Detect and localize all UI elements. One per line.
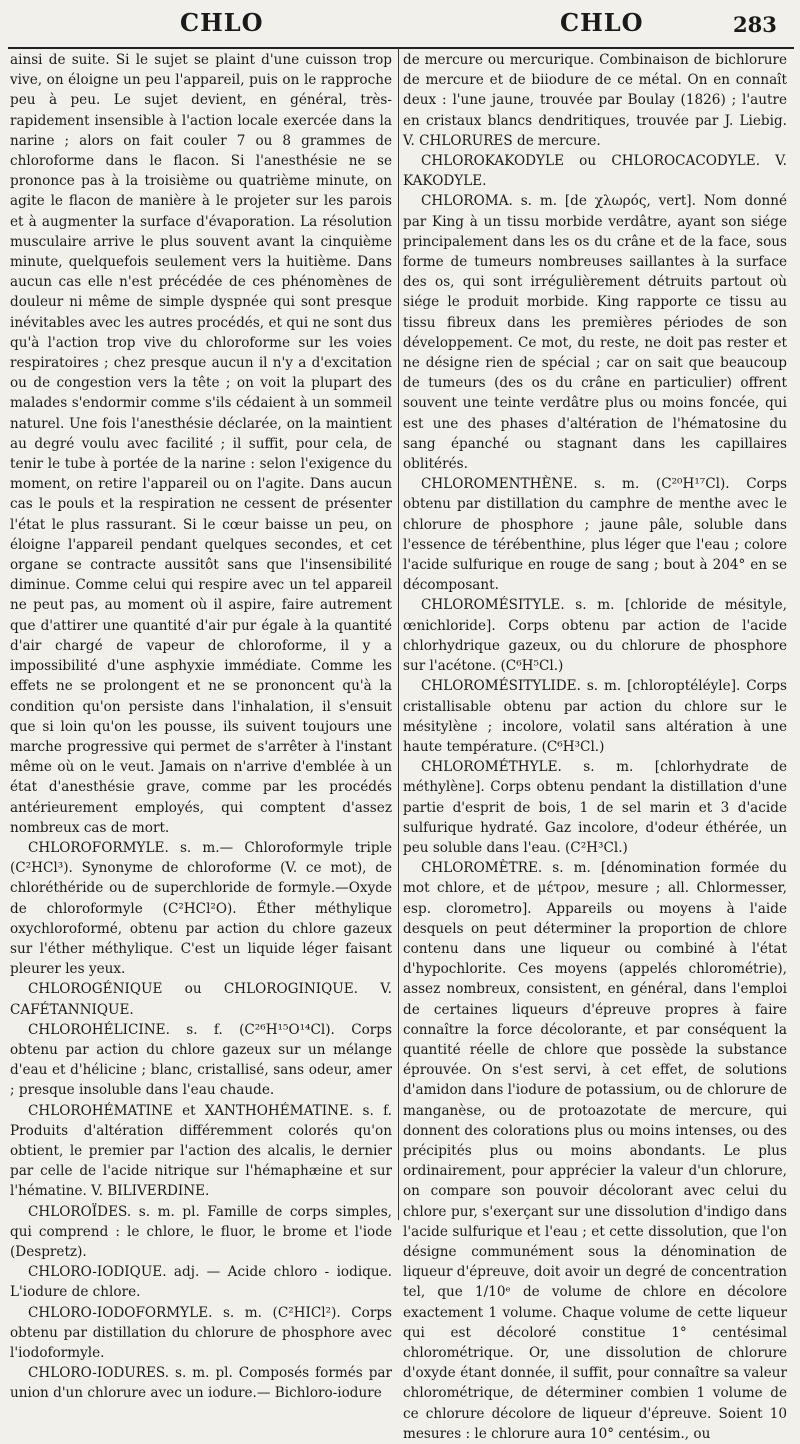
entry-chloromesityle: CHLOROMÉSITYLE. s. m. [chloride de mésityle, œnichloride]. Corps obtenu par action de l'acide chlorhydrique gazeux, ou du chlorure de phosphore sur l'acétone. (C⁶H⁵Cl.): [403, 597, 787, 675]
paragraph-continuation: ainsi de suite. Si le sujet se plaint d'une cuisson trop vive, on éloigne un peu l'appareil, puis on le rapproche peu à peu. Le sujet devient, en général, très-rapidement insensible à l'action locale exercée dans la narine ; alors on fait couler 7 ou 8 grammes de chloroforme dans le flacon. Si l'anesthésie ne se prononce pas à la troisième ou quatrième minute, on agite le flacon de manière à le projeter sur les parois et à augmenter la surface d'évaporation. La résolution musculaire arrive le plus souvent avant la cinquième minute, quelquefois seulement vers la huitième. Dans aucun cas elle n'est précédée de ces phénomènes de douleur ni même de simple dyspnée qui sont presque inévitables avec les autres procédés, et qui ne sont dus qu'à l'action trop vive du chloroforme sur les voies respiratoires ; chez presque aucun il n'y a d'excitation ou de congestion vers la tête ; on voit la plupart des malades s'endormir comme s'ils cédaient à un sommeil naturel. Une fois l'anesthésie déclarée, on la maintient au degré voulu avec facilité ; il suffit, pour cela, de tenir le tube à portée de la narine : selon l'exigence du moment, on retire l'appareil ou on l'agite. Dans aucun cas le pouls et la respiration ne cessent de présenter l'état le plus rassurant. Si le cœur baisse un peu, on éloigne l'appareil pendant quelques secondes, et cet organe se contracte aussitôt sans que l'insensibilité diminue. Comme celui qui respire avec un tel appareil ne peut pas, au moment où il aspire, faire autrement que d'attirer une quantité d'air pur égale à la quantité d'air chargé de vapeur de chloroforme, il y a impossibilité d'une asphyxie immédiate. Comme les effets ne se prolongent et ne se prononcent qu'à la condition qu'on persiste dans l'inhalation, il s'ensuit que si loin qu'on les pousse, ils suivent toujours une marche progressive qui permet de s'arrêter à l'instant même où on le veut. Jamais on n'arrive d'emblée à un état d'anesthésie grave, comme par les procédés antérieurement employés, qui comptent d'assez nombreux cas de mort.: [10, 52, 392, 836]
paragraph-continuation-right: de mercure ou mercurique. Combinaison de bichlorure de mercure et de biiodure de ce métal. On en connaît deux : l'une jaune, trouvée par Boulay (1826) ; l'autre en cristaux blancs dendritiques, trouvée par J. Liebig. V. CHLORURES de mercure.: [403, 52, 787, 149]
right-running-title: CHLO: [560, 8, 644, 37]
entry-chloromesitylide: CHLOROMÉSITYLIDE. s. m. [chloroptéléyle]. Corps cristallisable obtenu par action du chlore sur le mésitylène ; incolore, volatil sans altération à une haute température. (C⁶H³Cl.): [403, 678, 787, 755]
entry-chloroformyle: CHLOROFORMYLE. s. m.— Chloroformyle triple (C²HCl³). Synonyme de chloroforme (V. ce mot), de chloréthéride ou de superchloride de formyle.—Oxyde de chloroformyle (C²HCl²O). Éther méthylique oxychloroformé, obtenu par action du chlore gazeux sur l'éther méthylique. C'est un liquide léger faisant pleurer les yeux.: [10, 839, 392, 978]
page-number: 283: [733, 12, 777, 37]
entry-chloromenthene: CHLOROMENTHÈNE. s. m. (C²⁰H¹⁷Cl). Corps obtenu par distillation du camphre de menthe avec le chlorure de phosphore ; jaune pâle, soluble dans l'essence de térébenthine, plus léger que l'eau ; colore l'acide sulfurique en rouge de sang ; bout à 204° en se décomposant.: [403, 476, 787, 594]
header-rule: [8, 47, 794, 49]
entry-chlorohematine: CHLOROHÉMATINE et XANTHOHÉMATINE. s. f. Produits d'altération différemment colorés qu'on obtient, le premier par l'action des alcalis, le dernier par celle de l'acide nitrique sur l'hémaphæine et sur l'hématine. V. BILIVERDINE.: [10, 1102, 392, 1200]
entry-chloromethyle: CHLOROMÉTHYLE. s. m. [chlorhydrate de méthylène]. Corps obtenu pendant la distillation d'une partie d'esprit de bois, 1 de sel marin et 3 d'acide sulfurique hydraté. Gaz incolore, d'odeur éthérée, un peu soluble dans l'eau. (C²H³Cl.): [403, 759, 787, 856]
entry-chlorohelicine: CHLOROHÉLICINE. s. f. (C²⁶H¹⁵O¹⁴Cl). Corps obtenu par action du chlore gazeux sur un mélange d'eau et d'hélicine ; blanc, cristallisé, sans odeur, amer ; presque insoluble dans l'eau chaude.: [10, 1021, 392, 1099]
column-divider: [398, 48, 399, 1220]
entry-chloroma: CHLOROMA. s. m. [de χλωρός, vert]. Nom donné par King à un tissu morbide verdâtre, ayant son siége principalement dans les os du crâne et de la face, sous forme de tumeurs nombreuses saillantes à la surface des os, qui sont irrégulièrement détruits partout où siége le produit morbide. King rapporte ce tissu au tissu fibreux dans les premières périodes de son développement. Ce mot, du reste, ne doit pas rester et ne désigne rien de spécial ; car on sait que beaucoup de tumeurs (des os du crâne en particulier) offrent souvent une teinte verdâtre plus ou moins foncée, qui est une des phases d'altération de l'hématosine du sang épanché ou stagnant dans les capillaires oblitérés.: [403, 193, 787, 473]
right-column: [403, 50, 787, 1442]
entry-chloro-iodures: CHLORO-IODURES. s. m. pl. Composés formés par union d'un chlorure avec un iodure.— Bichloro-iodure: [10, 1365, 392, 1402]
running-header: [0, 4, 800, 44]
entry-chloroides: CHLOROÏDES. s. m. pl. Famille de corps simples, qui comprend : le chlore, le fluor, le brome et l'iode (Despretz).: [10, 1203, 392, 1260]
entry-chlorogenique: CHLOROGÉNIQUE ou CHLOROGINIQUE. V. CAFÉTANNIQUE.: [10, 981, 392, 1018]
entry-chloro-iodoformyle: CHLORO-IODOFORMYLE. s. m. (C²HICl²). Corps obtenu par distillation du chlorure de phosphore avec l'iodoformyle.: [10, 1304, 392, 1361]
entry-chlorometre: CHLOROMÈTRE. s. m. [dénomination formée du mot chlore, et de μέτρον, mesure ; all. Chlormesser, esp. clorometro]. Appareils ou moyens à l'aide desquels on peut déterminer la proportion de chlore contenu dans une liqueur ou combiné à l'état d'hypochlorite. Ces moyens (appelés chlorométrie), assez nombreux, consistent, en général, dans l'emploi de certaines liqueurs d'épreuve propres à faire connaître la force décolorante, et par conséquent la quantité réelle de chlore que possède la substance éprouvée. On s'est servi, à cet effet, de solutions d'amidon dans l'iodure de potassium, ou de chlorure de manganèse, ou de protoazotate de mercure, qui donnent des colorations plus ou moins intenses, ou des précipités plus ou moins abondants. Le plus ordinairement, pour apprécier la valeur d'un chlorure, on compare son pouvoir décolorant avec celui du chlore pur, s'exerçant sur une dissolution d'indigo dans l'acide sulfurique et l'eau ; et cette dissolution, que l'on désigne communément sous la dénomination de liqueur d'épreuve, doit avoir un degré de concentration tel, que 1/10ᵉ de volume de chlore en décolore exactement 1 volume. Chaque volume de cette liqueur qui est décoloré constitue 1° centésimal chlorométrique. Or, une dissolution de chlorure d'oxyde étant donnée, il suffit, pour connaître sa valeur chlorométrique, de déterminer combien 1 volume de ce chlorure décolore de liqueur d'épreuve. Soient 10 mesures : le chlorure aura 10° centésim., ou: [403, 860, 787, 1442]
entry-chlorokakodyle: CHLOROKAKODYLE ou CHLOROCACODYLE. V. KAKODYLE.: [403, 153, 787, 190]
left-running-title: CHLO: [180, 8, 264, 37]
entry-chloro-iodique: CHLORO-IODIQUE. adj. — Acide chloro - iodique. L'iodure de chlore.: [10, 1264, 392, 1301]
left-column: [10, 50, 392, 1402]
